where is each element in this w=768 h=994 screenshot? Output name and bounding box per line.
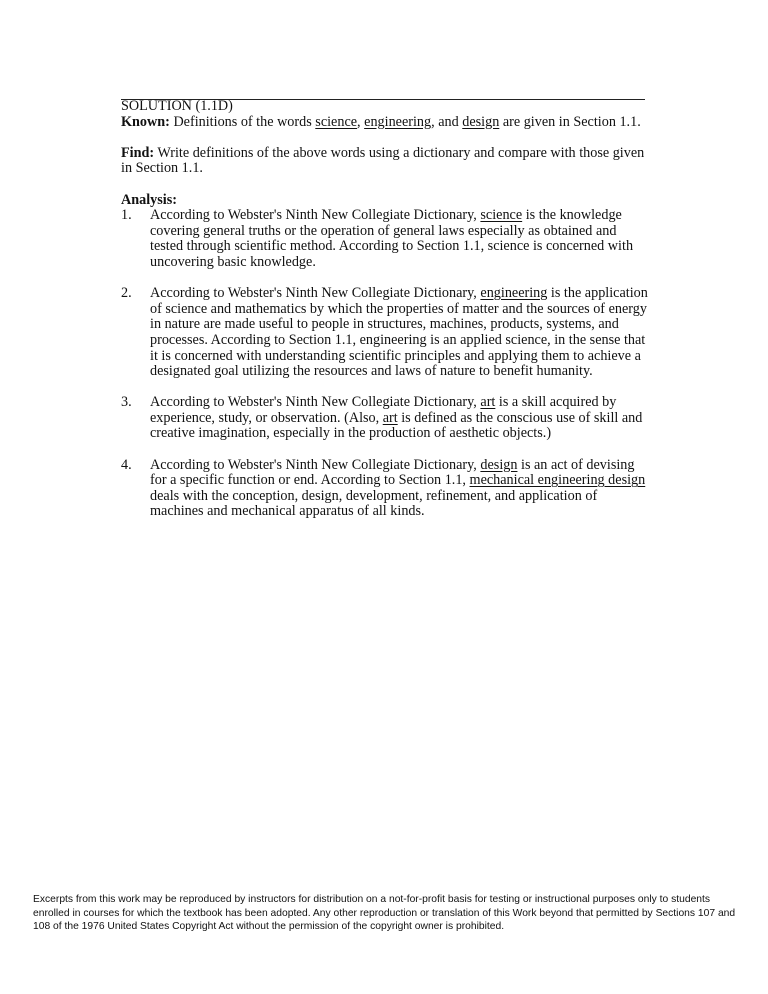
known-text-1: Definitions of the words — [169, 113, 316, 130]
analysis-item-4 — [121, 458, 651, 520]
find-paragraph — [121, 146, 651, 177]
item-text-pre: According to Webster's Ninth New Collegiate Dictionary, — [150, 207, 481, 224]
analysis-paragraph — [121, 193, 651, 209]
copyright-footer: Excerpts from this work may be reproduced by instructors for distribution on a not-for-profit basis for testing or instructional purposes only to students enrolled in courses for which the textbook has been adopted. Any other reproduction or translation of this Work beyond that permitted by Sections 107 and 108 of the 1976 United States Copyright Act without the permission of the copyright owner is prohibited. — [33, 894, 736, 933]
item-text-pre: According to Webster's Ninth New Collegiate Dictionary, — [150, 456, 481, 473]
item-number: 3. — [121, 394, 132, 411]
item-text-pre: According to Webster's Ninth New Collegiate Dictionary, — [150, 394, 481, 411]
item-text-pre: According to Webster's Ninth New Collegiate Dictionary, — [150, 285, 481, 302]
item-term: engineering — [480, 285, 548, 302]
item-number: 4. — [121, 456, 132, 473]
item-term-2: mechanical engineering design — [469, 472, 646, 489]
known-text-4: are given in Section 1.1. — [499, 113, 641, 130]
item-text-post: is a skill acquired by experience, study, or observation. (Also, — [150, 394, 617, 426]
item-text-post-2: is defined as the conscious use of skill and creative imagination, especially in the production of aesthetic objects.) — [150, 409, 643, 442]
item-number: 2. — [121, 285, 132, 302]
solution-content — [121, 99, 651, 520]
known-paragraph — [121, 115, 651, 131]
item-text-post-2: deals with the conception, design, development, refinement, and application of machines and mechanical apparatus of all kinds. — [150, 487, 598, 520]
item-number: 1. — [121, 207, 132, 224]
item-text — [150, 208, 651, 270]
item-term-2: art — [382, 409, 398, 426]
known-word-design: design — [462, 113, 500, 130]
solution-label: SOLUTION (1.1D) — [121, 98, 233, 114]
known-label: Known: — [121, 113, 170, 130]
known-word-engineering: engineering — [364, 113, 432, 130]
find-label: Find: — [121, 144, 155, 161]
item-text-post: is the knowledge covering general truths or the operation of general laws especially as obtained and tested through scientific method. According to Section 1.1, science is concerned with uncovering basic knowledge. — [150, 207, 634, 270]
item-term: design — [480, 456, 518, 473]
item-text — [150, 395, 651, 442]
find-text: Write definitions of the above words using a dictionary and compare with those given in Section 1.1. — [121, 144, 645, 177]
item-text-post: is an act of devising for a specific function or end. According to Section 1.1, — [150, 456, 635, 489]
known-text-3: , and — [431, 113, 463, 130]
item-text — [150, 286, 651, 380]
known-word-science: science — [315, 113, 358, 130]
item-text-post: is the application of science and mathematics by which the properties of matter and the sources of energy in nature are made useful to people in structures, machines, products, systems, and processes. According to Section 1.1, engineering is an applied science, in the sense that it is concerned with understanding scientific principles and applying them to achieve a designated goal utilizing the resources and laws of nature to benefit humanity. — [150, 285, 648, 380]
analysis-item-2 — [121, 286, 651, 380]
analysis-label: Analysis: — [121, 191, 177, 208]
known-text-2: , — [357, 113, 365, 130]
item-term: art — [480, 394, 496, 411]
item-term: science — [480, 207, 523, 224]
analysis-item-1 — [121, 208, 651, 270]
analysis-item-3 — [121, 395, 651, 442]
item-text — [150, 458, 651, 520]
